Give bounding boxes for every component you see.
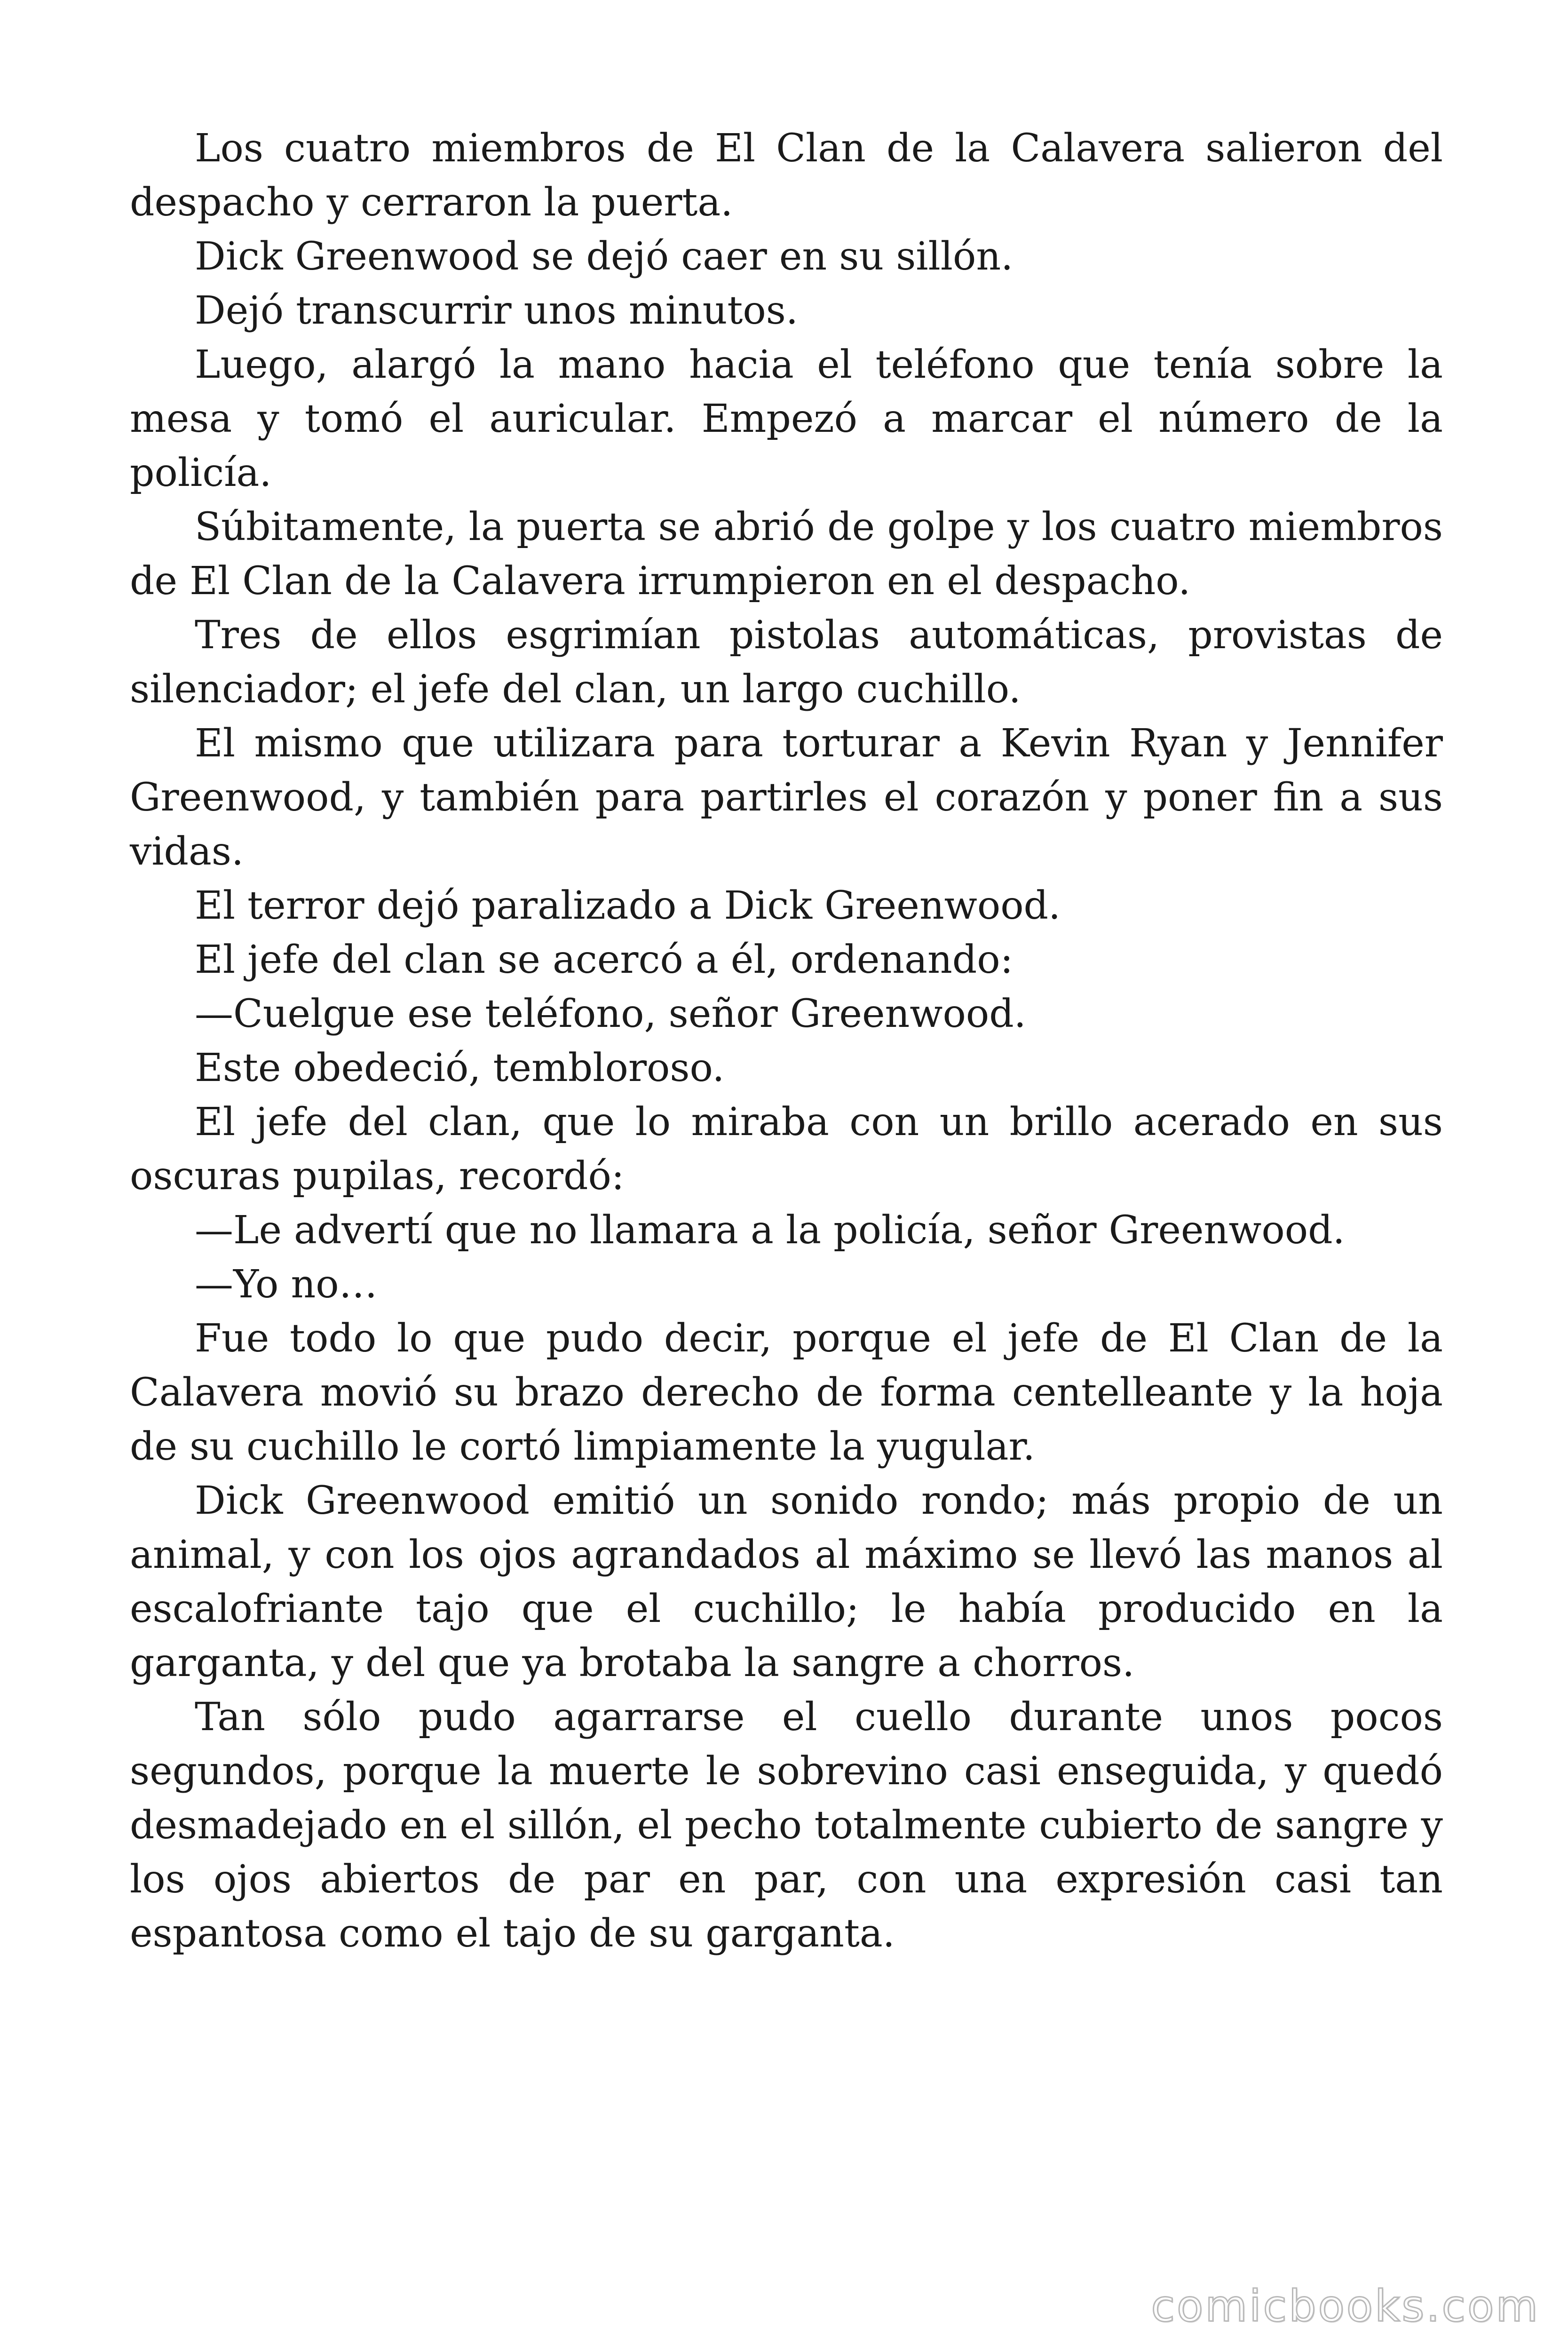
dialogue-line: —Le advertí que no llamara a la policía, señor Greenwood.	[195, 1208, 1345, 1253]
body-text	[130, 121, 1443, 1961]
paragraph: Los cuatro miembros de El Clan de la Calavera salieron del despacho y cerraron la puerta.	[130, 126, 1443, 225]
watermark: comicbooks.com	[1151, 2281, 1540, 2331]
paragraph: Este obedeció, tembloroso.	[195, 1046, 725, 1090]
paragraph: Dejó transcurrir unos minutos.	[195, 288, 798, 333]
paragraph: El jefe del clan, que lo miraba con un brillo acerado en sus oscuras pupilas, recordó:	[130, 1100, 1443, 1199]
paragraph: Dick Greenwood se dejó caer en su sillón.	[195, 234, 1014, 279]
paragraph: Tan sólo pudo agarrarse el cuello durante unos pocos segundos, porque la muerte le sobrevino casi enseguida, y quedó desmadejado en el sillón, el pecho totalmente cubierto de sangre y los ojos abiertos de par en par, con una expresión casi tan espantosa como el tajo de su garganta.	[130, 1695, 1443, 1956]
paragraph: Dick Greenwood emitió un sonido rondo; más propio de un animal, y con los ojos agrandados al máximo se llevó las manos al escalofriante tajo que el cuchillo; le había producido en la garganta, y del que ya brotaba la sangre a chorros.	[130, 1478, 1443, 1685]
paragraph: El mismo que utilizara para torturar a Kevin Ryan y Jennifer Greenwood, y también para partirles el corazón y poner fin a sus vidas.	[130, 721, 1443, 874]
paragraph: Fue todo lo que pudo decir, porque el jefe de El Clan de la Calavera movió su brazo derecho de forma centelleante y la hoja de su cuchillo le cortó limpiamente la yugular.	[130, 1316, 1443, 1469]
paragraph: El jefe del clan se acercó a él, ordenando:	[195, 938, 1014, 982]
dialogue-line: —Yo no…	[195, 1262, 378, 1307]
paragraph: Tres de ellos esgrimían pistolas automáticas, provistas de silenciador; el jefe del clan, un largo cuchillo.	[130, 613, 1443, 712]
paragraph: El terror dejó paralizado a Dick Greenwood.	[195, 883, 1061, 928]
paragraph: Luego, alargó la mano hacia el teléfono que tenía sobre la mesa y tomó el auricular. Empezó a marcar el número de la policía.	[130, 342, 1443, 495]
paragraph: Súbitamente, la puerta se abrió de golpe y los cuatro miembros de El Clan de la Calavera irrumpieron en el despacho.	[130, 505, 1443, 604]
dialogue-line: —Cuelgue ese teléfono, señor Greenwood.	[195, 992, 1026, 1036]
